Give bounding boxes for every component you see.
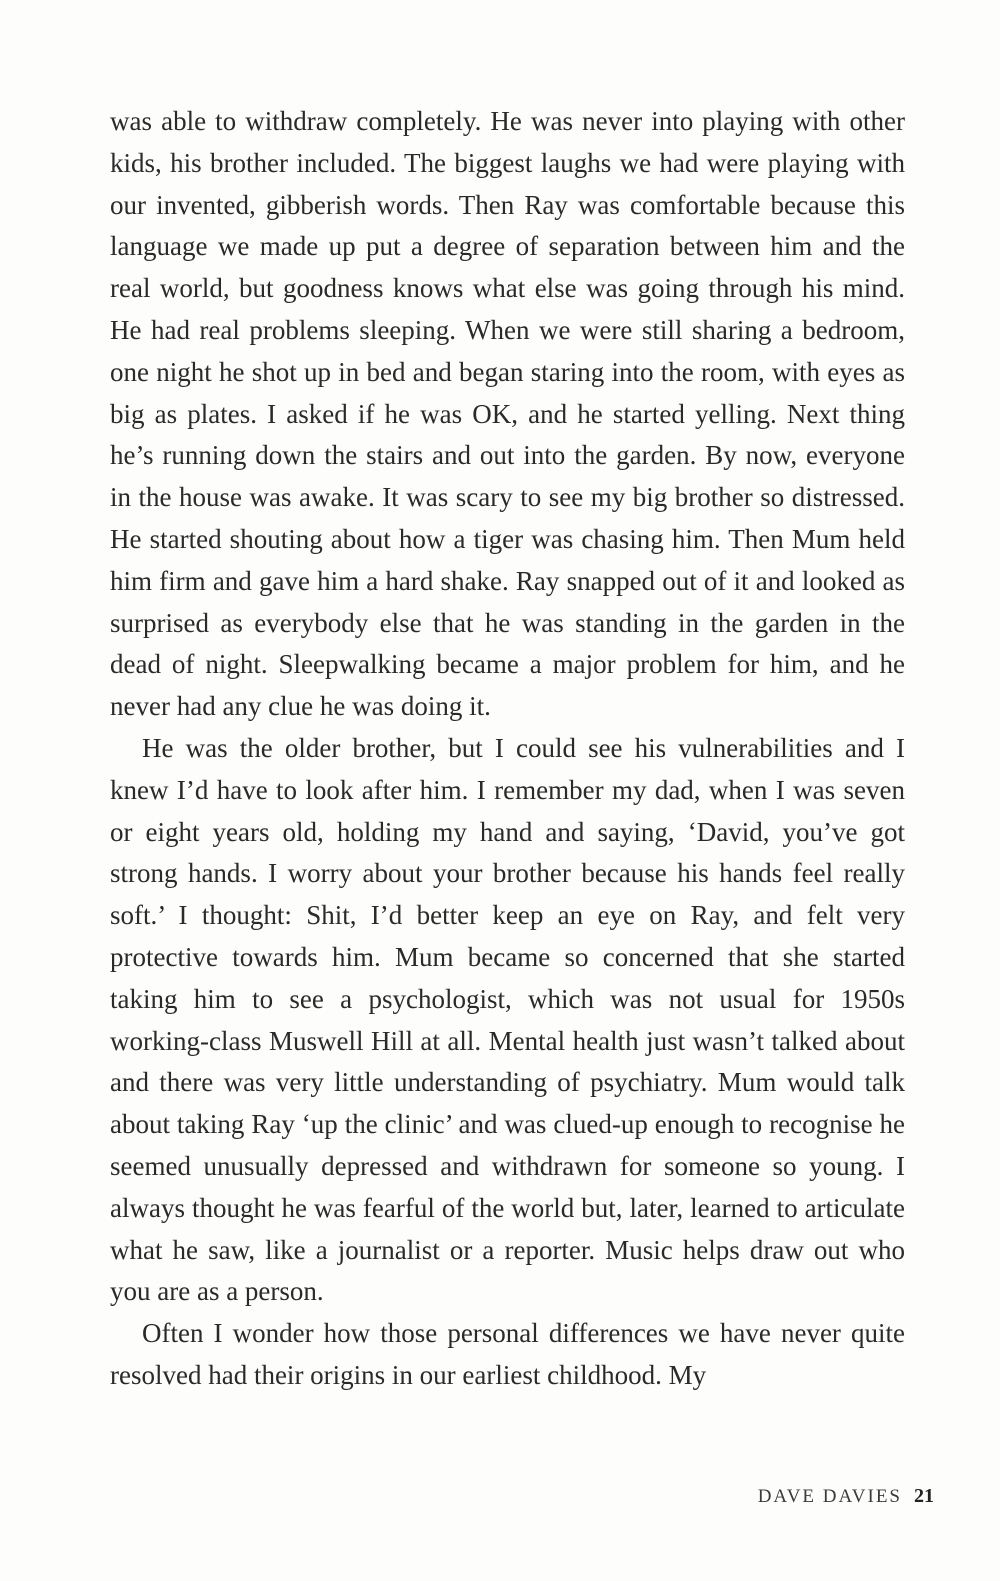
running-head: DAVE DAVIES	[757, 1486, 902, 1507]
paragraph-continued: was able to withdraw completely. He was never into playing with other kids, his brother included. The biggest laughs we had were playing with our invented, gibberish words. Then Ray was comfortable because this language we made up put a degree of separation between him and the real world, but goodness knows what else was going through his mind. He had real problems sleeping. When we were still sharing a bedroom, one night he shot up in bed and began staring into the room, with eyes as big as plates. I asked if he was OK, and he started yelling. Next thing he’s running down the stairs and out into the garden. By now, everyone in the house was awake. It was scary to see my big brother so distressed. He started shouting about how a tiger was chasing him. Then Mum held him firm and gave him a hard shake. Ray snapped out of it and looked as surprised as everybody else that he was standing in the garden in the dead of night. Sleepwalking became a major problem for him, and he never had any clue he was doing it.	[110, 106, 905, 722]
paragraph: Often I wonder how those personal differences we have never quite resolved had their origins in our earliest childhood. My	[110, 1318, 905, 1390]
paragraph: He was the older brother, but I could see his vulnerabilities and I knew I’d have to look after him. I remember my dad, when I was seven or eight years old, holding my hand and saying, ‘David, you’ve got strong hands. I worry about your brother because his hands feel really soft.’ I thought: Shit, I’d better keep an eye on Ray, and felt very protective towards him. Mum became so concerned that she started taking him to see a psychologist, which was not usual for 1950s working-class Muswell Hill at all. Mental health just wasn’t talked about and there was very little understanding of psychiatry. Mum would talk about taking Ray ‘up the clinic’ and was clued-up enough to recognise he seemed unusually depressed and withdrawn for someone so young. I always thought he was fearful of the world but, later, learned to articulate what he saw, like a journalist or a reporter. Music helps draw out who you are as a person.	[110, 732, 905, 1307]
page-number: 21	[914, 1485, 934, 1507]
body-text	[110, 101, 905, 1397]
page-footer	[758, 1485, 934, 1508]
